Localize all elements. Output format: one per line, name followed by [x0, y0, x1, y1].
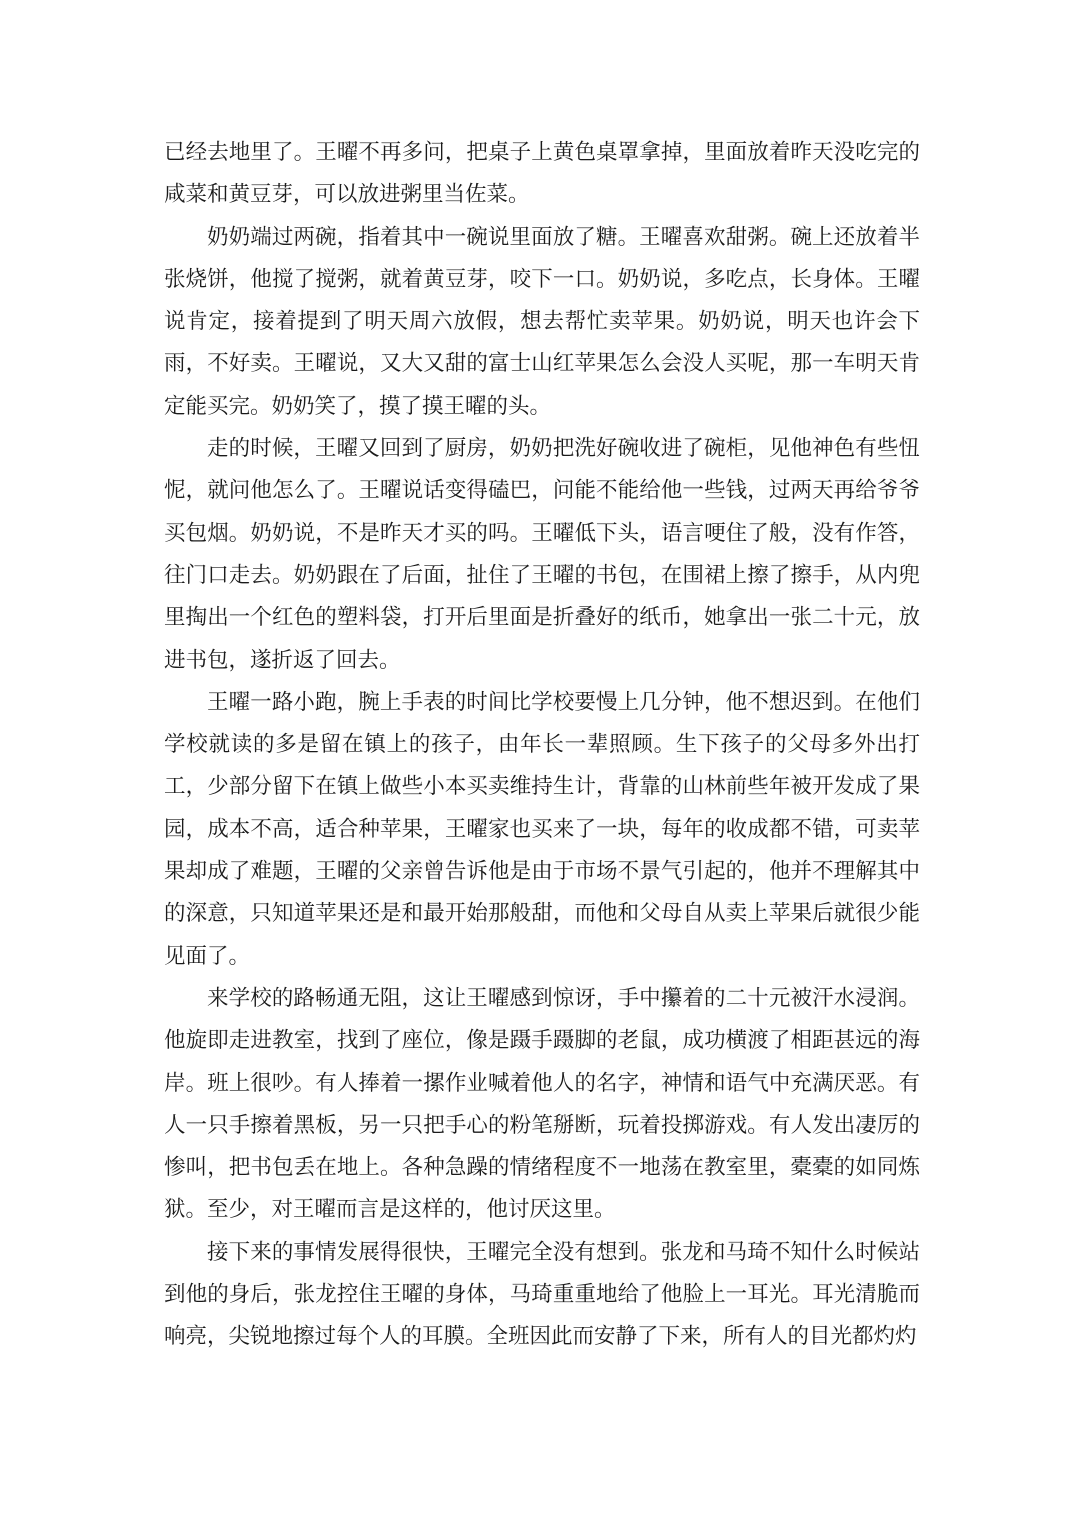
paragraph-5: 来学校的路畅通无阻，这让王曜感到惊讶，手中攥着的二十元被汗水浸润。他旋即走进教室，找到了座位，像是蹑手蹑脚的老鼠，成功横渡了相距甚远的海岸。班上很吵。有人捧着一摞作业喊着他人的名字，神情和语气中充满厌恶。有人一只手擦着黑板，另一只把手心的粉笔掰断，玩着投掷游戏。有人发出凄厉的惨叫，把书包丢在地上。各种急躁的情绪程度不一地荡在教室里，橐橐的如同炼狱。至少，对王曜而言是这样的，他讨厌这里。: [164, 985, 920, 1223]
paragraph-4: 王曜一路小跑，腕上手表的时间比学校要慢上几分钟，他不想迟到。在他们学校就读的多是留在镇上的孩子，由年长一辈照顾。生下孩子的父母多外出打工，少部分留下在镇上做些小本买卖维持生计，背靠的山林前些年被开发成了果园，成本不高，适合种苹果，王曜家也买来了一块，每年的收成都不错，可卖苹果却成了难题，王曜的父亲曾告诉他是由于市场不景气引起的，他并不理解其中的深意，只知道苹果还是和最开始那般甜，而他和父母自从卖上苹果后就很少能见面了。: [164, 689, 920, 969]
paragraph-3: 走的时候，王曜又回到了厨房，奶奶把洗好碗收进了碗柜，见他神色有些忸怩，就问他怎么了。王曜说话变得磕巴，问能不能给他一些钱，过两天再给爷爷买包烟。奶奶说，不是昨天才买的吗。王曜低下头，语言哽住了般，没有作答，往门口走去。奶奶跟在了后面，扯住了王曜的书包，在围裙上擦了擦手，从内兜里掏出一个红色的塑料袋，打开后里面是折叠好的纸币，她拿出一张二十元，放进书包，遂折返了回去。: [164, 436, 920, 673]
paragraph-1: 已经去地里了。王曜不再多问，把桌子上黄色桌罩拿掉，里面放着昨天没吃完的咸菜和黄豆芽，可以放进粥里当佐菜。: [164, 140, 920, 208]
body-text: [164, 132, 920, 1359]
paragraph-2: 奶奶端过两碗，指着其中一碗说里面放了糖。王曜喜欢甜粥。碗上还放着半张烧饼，他搅了搅粥，就着黄豆芽，咬下一口。奶奶说，多吃点，长身体。王曜说肯定，接着提到了明天周六放假，想去帮忙卖苹果。奶奶说，明天也许会下雨，不好卖。王曜说，又大又甜的富士山红苹果怎么会没人买呢，那一车明天肯定能买完。奶奶笑了，摸了摸王曜的头。: [164, 224, 920, 419]
paragraph-6: 接下来的事情发展得很快，王曜完全没有想到。张龙和马琦不知什么时候站到他的身后，张龙控住王曜的身体，马琦重重地给了他脸上一耳光。耳光清脆而响亮，尖锐地擦过每个人的耳膜。全班因此而安静了下来，所有人的目光都灼灼: [164, 1239, 920, 1350]
